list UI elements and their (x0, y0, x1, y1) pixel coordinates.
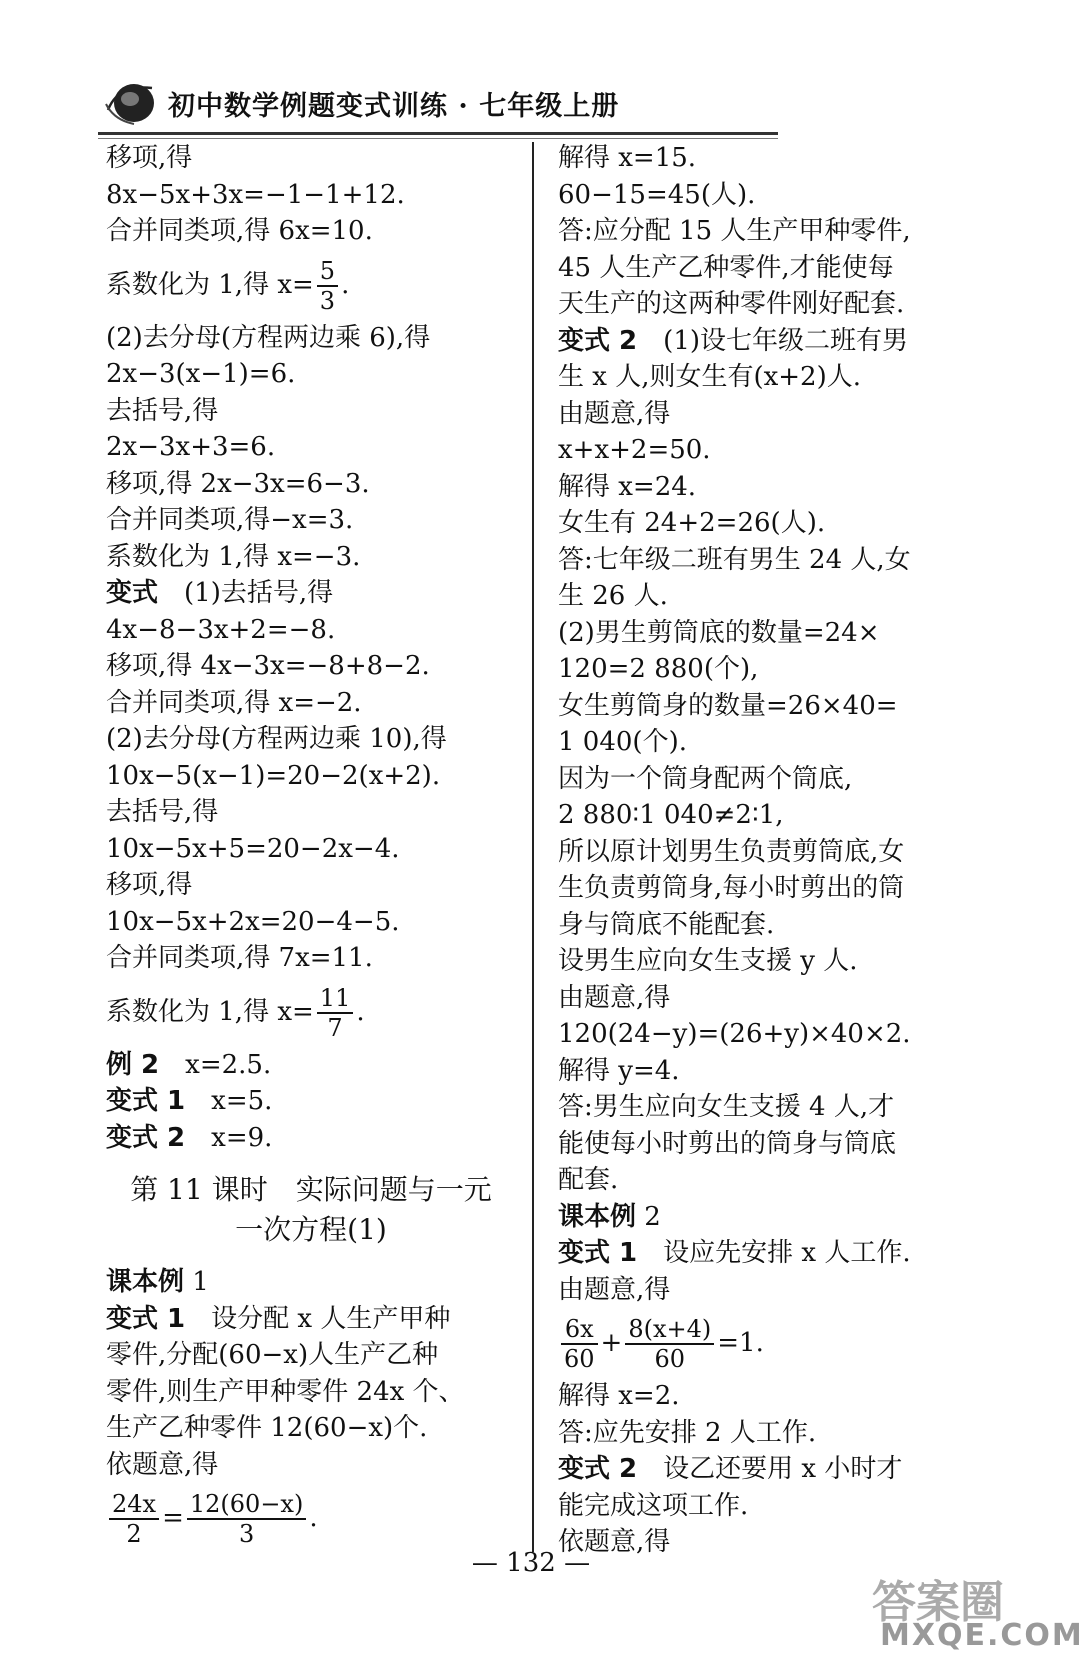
numerator: 6x (561, 1315, 598, 1345)
left-column (106, 140, 516, 1553)
book-title: 初中数学例题变式训练 · 七年级上册 (168, 91, 620, 122)
lesson-heading-line2: 一次方程(1) (235, 1213, 387, 1246)
text-line: 合并同类项,得 7x=11. (106, 943, 373, 973)
variant-label: 变式 2 (558, 1454, 638, 1484)
text-line: 答:应先安排 2 人工作. (558, 1417, 817, 1448)
denominator: 60 (564, 1345, 595, 1373)
equation-line: 1 040(个). (558, 727, 687, 757)
variant-line (106, 1301, 516, 1338)
text-line: 能使每小时剪出的筒身与筒底 (558, 1128, 897, 1159)
text-line: 天生产的这两种零件刚好配套. (558, 289, 905, 319)
text-line: 设男生应向女生支援 y 人. (558, 946, 858, 976)
equation-line: 10x−5x+2x=20−4−5. (106, 906, 400, 937)
equation-line: x+x+2=50. (558, 435, 711, 465)
variant-line (558, 1235, 958, 1272)
numerator: 5 (317, 257, 338, 287)
text-span: x=5. (211, 1086, 273, 1116)
equation-line: 4x−8−3x+2=−8. (106, 614, 336, 645)
column-divider (532, 142, 534, 1552)
text-line: 能完成这项工作. (558, 1490, 749, 1521)
equation-line: 2x−3(x−1)=6. (106, 359, 296, 389)
text-span: 系数化为 1,得 x= (106, 996, 314, 1027)
text-line: 女生有 24+2=26(人). (558, 508, 826, 538)
text-line: 合并同类项,得 6x=10. (106, 216, 373, 246)
numerator: 12(60−x) (187, 1490, 306, 1520)
text-line: 答:男生应向女生支援 4 人,才 (558, 1092, 895, 1122)
text-line: 去括号,得 (106, 395, 219, 426)
text-line: 解得 x=15. (558, 143, 697, 173)
equation-line: 10x−5(x−1)=20−2(x+2). (106, 760, 441, 791)
text-span: 设乙还要用 x 小时才 (663, 1454, 903, 1484)
text-line: 生 x 人,则女生有(x+2)人. (558, 362, 861, 392)
text-line: 解得 x=2. (558, 1381, 680, 1411)
text-line: (2)男生剪筒底的数量=24× (558, 617, 880, 648)
lesson-heading-line1: 第 11 课时 实际问题与一元 (130, 1173, 492, 1206)
text-line: 移项,得 2x−3x=6−3. (106, 468, 370, 499)
equation-line: 2x−3x+3=6. (106, 432, 276, 462)
text-span: x=2.5. (185, 1049, 272, 1080)
fraction-line: 系数化为 1,得 x= $\frac{11}{7}$ . (106, 983, 365, 1042)
watermark-logo: 答案圈 (872, 1577, 1004, 1628)
textbook-example-line (106, 1264, 516, 1301)
text-line: 零件,则生产甲种零件 24x 个、 (106, 1376, 465, 1407)
text-line: 答:应分配 15 人生产甲种零件, (558, 216, 911, 246)
text-line: (2)去分母(方程两边乘 10),得 (106, 724, 447, 754)
text-line: 合并同类项,得 x=−2. (106, 687, 362, 718)
text-line: 解得 x=24. (558, 471, 697, 502)
variant-label: 变式 2 (106, 1122, 186, 1153)
text-line: 移项,得 (106, 143, 193, 173)
numerator: 8(x+4) (625, 1315, 714, 1345)
answer-line (106, 1083, 516, 1120)
text-span: x=9. (211, 1122, 273, 1153)
text-line: 依题意,得 (558, 1527, 671, 1557)
text-line: 因为一个筒身配两个筒底, (558, 763, 853, 794)
textbook-example-label: 课本例 (106, 1267, 185, 1297)
header-rule-thin (98, 138, 778, 139)
fraction (187, 1490, 306, 1548)
text-span: 设应先安排 x 人工作. (663, 1238, 911, 1268)
text-line: 移项,得 (106, 870, 193, 900)
text-line: 答:七年级二班有男生 24 人,女 (558, 544, 911, 575)
watermark-url: MXQE.COM (880, 1618, 1084, 1653)
textbook-example-line (558, 1199, 958, 1236)
text-span: (1)去括号,得 (184, 578, 334, 608)
text-line: 生 26 人. (558, 581, 668, 611)
text-line: 零件,分配(60−x)人生产乙种 (106, 1340, 439, 1370)
variant-line (106, 575, 516, 612)
text-line: 移项,得 4x−3x=−8+8−2. (106, 651, 430, 681)
text-line: 由题意,得 (558, 982, 671, 1013)
textbook-example-label: 课本例 (558, 1201, 637, 1232)
fraction (317, 984, 354, 1042)
example-label: 例 2 (106, 1049, 160, 1080)
fraction-line: 系数化为 1,得 x= $\frac{5}{3}$ . (106, 256, 350, 315)
variant-label: 变式 1 (558, 1238, 638, 1268)
page-number: — 132 — (471, 1548, 591, 1578)
text-line: 由题意,得 (558, 398, 671, 429)
right-column (558, 140, 958, 1561)
denominator: 60 (654, 1345, 686, 1373)
fraction (561, 1315, 598, 1373)
lesson-heading (106, 1170, 516, 1250)
text-line: 解得 y=4. (558, 1055, 680, 1086)
text-line: 系数化为 1,得 x=−3. (106, 541, 361, 572)
text-line: (2)去分母(方程两边乘 6),得 (106, 322, 431, 353)
equation-line: 8x−5x+3x=−1−1+12. (106, 179, 405, 210)
equation-line: 2 880∶1 040≠2∶1, (558, 800, 784, 830)
fraction (109, 1490, 159, 1548)
text-line: 生产乙种零件 12(60−x)个. (106, 1413, 428, 1443)
variant-line (558, 323, 958, 360)
denominator: 7 (327, 1013, 343, 1042)
answer-line (106, 1120, 516, 1157)
text-line: 45 人生产乙种零件,才能使每 (558, 252, 894, 283)
fraction-equation: $\frac{6x}{60}$ + $\frac{8(x+4)}{60}$ =1. (558, 1308, 958, 1378)
text-line: 生负责剪筒身,每小时剪出的筒 (558, 873, 905, 903)
header-rule (98, 132, 778, 135)
variant-label: 变式 2 (558, 325, 638, 356)
text-line: 去括号,得 (106, 797, 219, 827)
denominator: 3 (238, 1520, 255, 1548)
text-line: 由题意,得 (558, 1274, 671, 1305)
text-line: 合并同类项,得−x=3. (106, 505, 354, 535)
text-span: 1 (192, 1267, 209, 1297)
text-span: (1)设七年级二班有男 (663, 325, 909, 356)
equation-line: 10x−5x+5=20−2x−4. (106, 833, 400, 864)
equation-line: 120=2 880(个), (558, 654, 759, 684)
text-line: 依题意,得 (106, 1449, 219, 1480)
fraction (625, 1315, 714, 1373)
fraction-equation: $\frac{24x}{2}$ = $\frac{12(60-x)}{3}$ . (106, 1483, 516, 1553)
text-span: 系数化为 1,得 x= (106, 269, 314, 300)
denominator: 2 (126, 1520, 142, 1548)
variant-label: 变式 (106, 578, 159, 608)
globe-logo-icon (104, 80, 160, 126)
variant-label: 变式 1 (106, 1086, 186, 1116)
equation-line: 120(24−y)=(26+y)×40×2. (558, 1019, 911, 1049)
text-span: 设分配 x 人生产甲种 (211, 1303, 451, 1334)
denominator: 3 (319, 286, 336, 315)
text-line: 身与筒底不能配套. (558, 909, 775, 940)
fraction (317, 257, 338, 315)
text-span: =1. (717, 1328, 764, 1358)
text-line: 所以原计划男生负责剪筒底,女 (558, 836, 905, 867)
variant-line (558, 1451, 958, 1488)
variant-label: 变式 1 (106, 1303, 186, 1334)
text-span: 2 (644, 1201, 661, 1232)
equation-line: 60−15=45(人). (558, 179, 756, 210)
numerator: 11 (317, 984, 354, 1014)
running-header (98, 72, 758, 136)
numerator: 24x (109, 1490, 159, 1520)
text-line: 配套. (558, 1165, 619, 1195)
text-line: 女生剪筒身的数量=26×40= (558, 690, 898, 721)
answer-line (106, 1047, 516, 1084)
